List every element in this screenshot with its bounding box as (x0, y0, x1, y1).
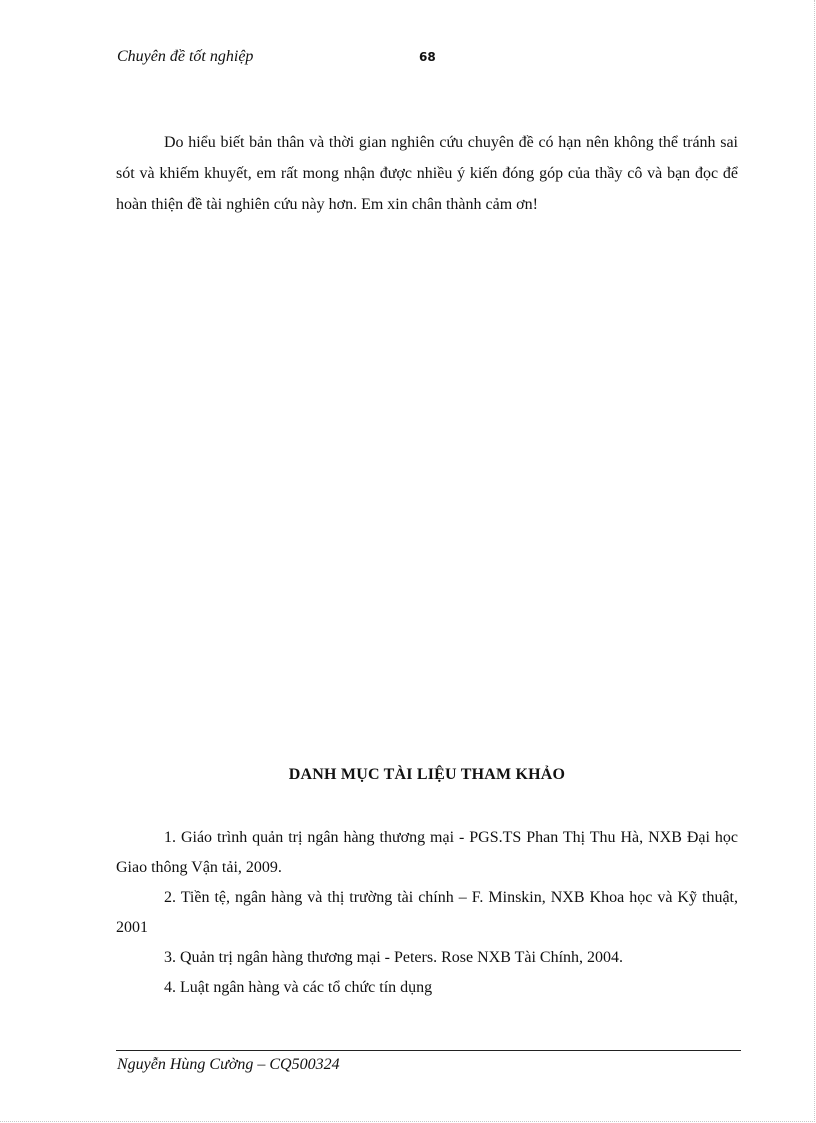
page-number: 68 (419, 50, 436, 64)
references-heading: DANH MỤC TÀI LIỆU THAM KHẢO (288, 766, 566, 783)
footer-author: Nguyễn Hùng Cường – CQ500324 (117, 1056, 340, 1073)
reference-item: 1. Giáo trình quản trị ngân hàng thương mại - PGS.TS Phan Thị Thu Hà, NXB Đại học Giao thông Vận tải, 2009. (116, 829, 738, 876)
references-list (116, 823, 738, 1003)
header-title: Chuyên đề tốt nghiệp (117, 48, 254, 65)
reference-item: 2. Tiền tệ, ngân hàng và thị trường tài chính – F. Minskin, NXB Khoa học và Kỹ thuật, 2001 (116, 889, 738, 936)
reference-item: 3. Quản trị ngân hàng thương mại - Peters. Rose NXB Tài Chính, 2004. (164, 949, 624, 966)
intro-paragraph: Do hiểu biết bản thân và thời gian nghiên cứu chuyên đề có hạn nên không thể tránh sai sót và khiếm khuyết, em rất mong nhận được nhiều ý kiến đóng góp của thầy cô và bạn đọc để hoàn thiện đề tài nghiên cứu này hơn. Em xin chân thành cảm ơn! (116, 134, 738, 213)
reference-item: 4. Luật ngân hàng và các tổ chức tín dụng (164, 979, 433, 996)
footer-divider (116, 1050, 741, 1051)
